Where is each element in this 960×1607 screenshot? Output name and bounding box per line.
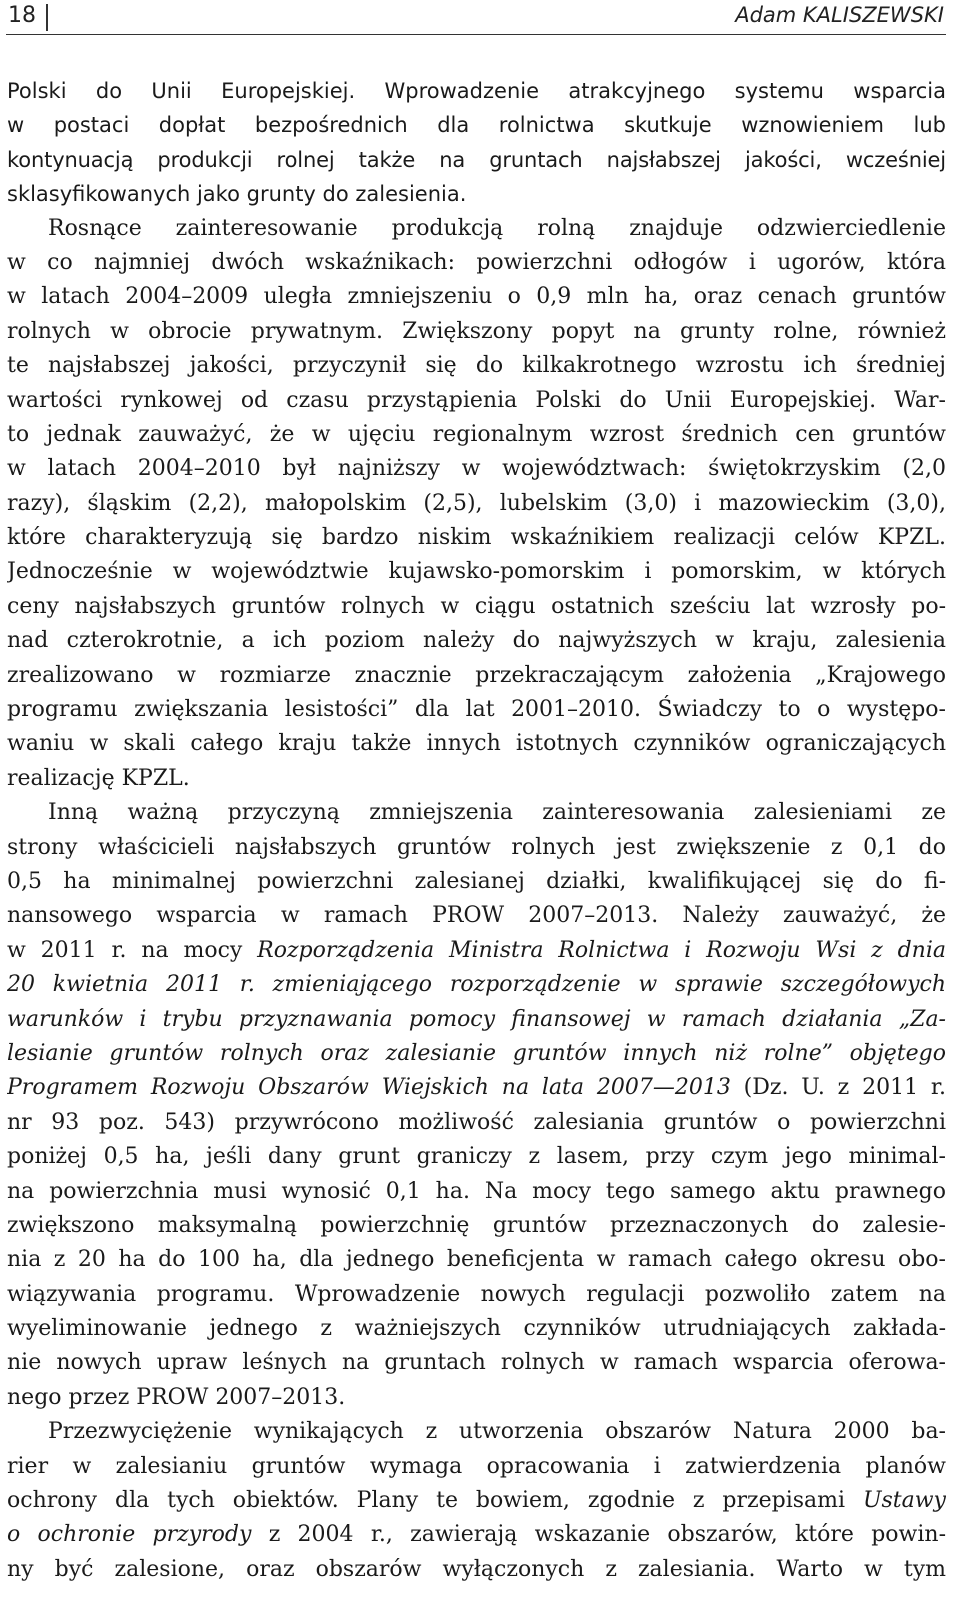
legal-act-title: warunków i trybu przyznawania pomocy finansowej w ramach działania „Za- [7, 1006, 946, 1032]
text-line: waniu w skali całego kraju także innych istotnych czynników ograniczających [7, 731, 946, 757]
text-line: wiązywania programu. Wprowadzenie nowych regulacji pozwoliło zatem na [7, 1281, 946, 1307]
text-line: ochrony dla tych obiektów. Plany te bowiem, zgodnie z przepisami Ustawy [7, 1488, 946, 1514]
text-line: programu zwiększania lesistości” dla lat 2001–2010. Świadczy to o występo- [7, 697, 946, 723]
text-line: Rosnące zainteresowanie produkcją rolną znajduje odzwierciedlenie [48, 215, 946, 241]
text-line: wyeliminowanie jednego z ważniejszych czynników utrudniających zakłada- [7, 1316, 946, 1342]
body-text [7, 74, 946, 1587]
page-number: 18 [8, 3, 36, 28]
text-line: Jednocześnie w województwie kujawsko-pomorskim i pomorskim, w których [7, 559, 946, 585]
text-line: które charakteryzują się bardzo niskim wskaźnikiem realizacji celów KPZL. [7, 525, 946, 551]
text-line: nad czterokrotnie, a ich poziom należy do najwyższych w kraju, zalesienia [7, 628, 946, 654]
text-line: realizację KPZL. [7, 765, 190, 791]
text-line: razy), śląskim (2,2), małopolskim (2,5), lubelskim (3,0) i mazowieckim (3,0), [7, 490, 946, 516]
text-line: na powierzchnia musi wynosić 0,1 ha. Na mocy tego samego aktu prawnego [7, 1178, 946, 1204]
text-line: w 2011 r. na mocy Rozporządzenia Ministra Rolnictwa i Rozwoju Wsi z dnia [7, 937, 946, 963]
text-line: strony właścicieli najsłabszych gruntów rolnych jest zwiększenie z 0,1 do [7, 834, 946, 860]
text-line: ceny najsłabszych gruntów rolnych w ciągu ostatnich sześciu lat wzrosły po- [7, 593, 946, 619]
text-line: sklasyfikowanych jako grunty do zalesienia. [7, 182, 467, 207]
text-line: nr 93 poz. 543) przywrócono możliwość zalesiania gruntów o powierzchni [7, 1109, 946, 1135]
text-line: zwiększono maksymalną powierzchnię gruntów przeznaczonych do zalesie- [7, 1212, 946, 1238]
text-line: zrealizowano w rozmiarze znacznie przekraczającym założenia „Krajowego [7, 662, 946, 688]
text-line: to jednak zauważyć, że w ujęciu regionalnym wzrost średnich cen gruntów [7, 421, 946, 447]
text-line: kontynuacją produkcji rolnej także na gruntach najsłabszej jakości, wcześniej [7, 147, 946, 172]
text-line: w latach 2004–2009 uległa zmniejszeniu o 0,9 mln ha, oraz cenach gruntów [7, 284, 946, 310]
text-line: o ochronie przyrody z 2004 r., zawierają wskazanie obszarów, które powin- [7, 1522, 946, 1548]
text-line: nansowego wsparcia w ramach PROW 2007–2013. Należy zauważyć, że [7, 903, 946, 929]
text-line: nie nowych upraw leśnych na gruntach rolnych w ramach wsparcia oferowa- [7, 1350, 946, 1376]
text-line: ny być zalesione, oraz obszarów wyłączonych z zalesiania. Warto w tym [7, 1556, 946, 1582]
text-line: wartości rynkowej od czasu przystąpienia Polski do Unii Europejskiej. War- [7, 387, 946, 413]
text-line [7, 1037, 946, 1071]
text-line [7, 968, 946, 1002]
text-line: te najsłabszej jakości, przyczynił się do kilkakrotnego wzrostu ich średniej [7, 353, 946, 379]
legal-act-title: lesianie gruntów rolnych oraz zalesianie gruntów innych niż rolne” objętego [7, 1040, 946, 1066]
running-header [6, 0, 946, 35]
legal-act-title: Ustawy [862, 1488, 946, 1514]
header-divider [46, 4, 48, 31]
text-line: Przezwyciężenie wynikających z utworzenia obszarów Natura 2000 ba- [48, 1419, 946, 1445]
text-line: w latach 2004–2010 był najniższy w województwach: świętokrzyskim (2,0 [7, 456, 946, 482]
text-line: 0,5 ha minimalnej powierzchni zalesianej działki, kwalifikującej się do fi- [7, 868, 946, 894]
legal-act-title: 20 kwietnia 2011 r. zmieniającego rozporządzenie w sprawie szczegółowych [7, 972, 946, 998]
legal-act-title: o ochronie przyrody [7, 1522, 252, 1548]
text-line: nia z 20 ha do 100 ha, dla jednego beneficjenta w ramach całego okresu obo- [7, 1247, 946, 1273]
text-line: w co najmniej dwóch wskaźnikach: powierzchni odłogów i ugorów, która [7, 249, 946, 275]
text-line: rolnych w obrocie prywatnym. Zwiększony popyt na grunty rolne, również [7, 318, 946, 344]
legal-act-title: Programem Rozwoju Obszarów Wiejskich na lata 2007—2013 [7, 1075, 731, 1101]
text-line: Programem Rozwoju Obszarów Wiejskich na lata 2007—2013 (Dz. U. z 2011 r. [7, 1075, 946, 1101]
running-author: Adam KALISZEWSKI [735, 3, 944, 27]
text-line: Inną ważną przyczyną zmniejszenia zainteresowania zalesieniami ze [48, 800, 946, 826]
text-line: w postaci dopłat bezpośrednich dla rolnictwa skutkuje wznowieniem lub [7, 113, 946, 138]
text-line: nego przez PROW 2007–2013. [7, 1384, 346, 1410]
text-line: Polski do Unii Europejskiej. Wprowadzenie atrakcyjnego systemu wsparcia [7, 79, 946, 103]
text-line: rier w zalesianiu gruntów wymaga opracowania i zatwierdzenia planów [7, 1453, 946, 1479]
text-line [7, 1003, 946, 1037]
text-line: poniżej 0,5 ha, jeśli dany grunt graniczy z lasem, przy czym jego minimal- [7, 1144, 946, 1170]
legal-act-title: Rozporządzenia Ministra Rolnictwa i Rozwoju Wsi z dnia [257, 937, 946, 963]
